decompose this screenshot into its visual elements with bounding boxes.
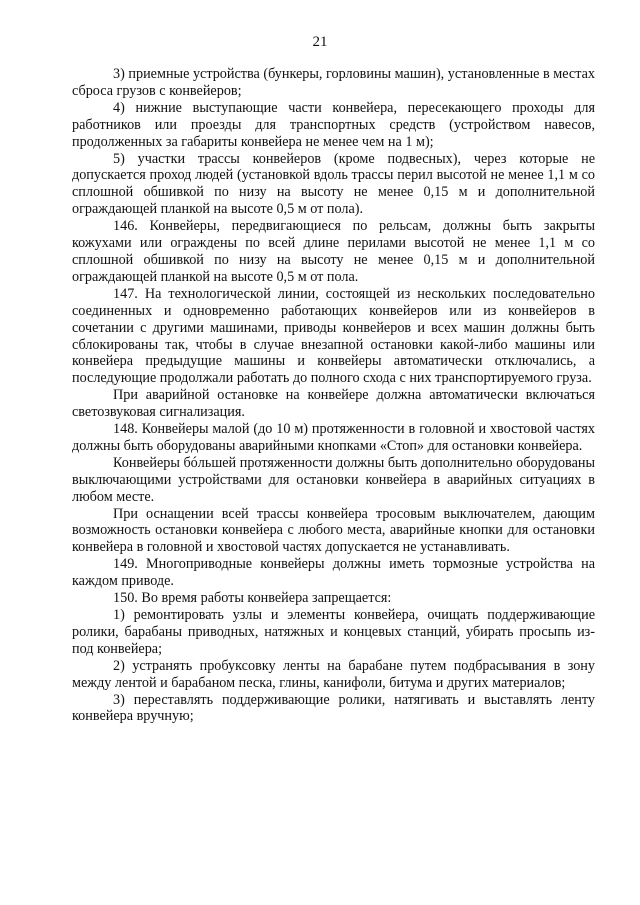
paragraph-148-long-conveyors: Конвейеры бóльшей протяженности должны быть дополнительно оборудованы выключающими устройствами для остановки конвейера в аварийных ситуациях в любом месте. [72,454,595,505]
paragraph-item-3: 3) приемные устройства (бункеры, горловины машин), установленные в местах сброса грузов с конвейеров; [72,66,595,99]
document-body [72,66,595,725]
paragraph-150-item-2: 2) устранять пробуксовку ленты на барабане путем подбрасывания в зону между лентой и барабаном песка, глины, канифоли, битума и других материалов; [72,657,595,691]
paragraph-149: 149. Многоприводные конвейеры должны иметь тормозные устройства на каждом приводе. [72,556,595,590]
paragraph-150: 150. Во время работы конвейера запрещается: [113,590,392,607]
paragraph-147: 147. На технологической линии, состоящей из нескольких последовательно соединенных и одновременно работающих конвейеров или из конвейеров в сочетании с другими машинами, приводы конвейеров и всех машин должны быть сблокированы так, чтобы в случае внезапной остановки какой-либо машины или конвейера предыдущие машины и конвейеры автоматически отключались, а последующие продолжали работать до полного схода с них транспортируемого груза. [72,285,595,387]
paragraph-item-4: 4) нижние выступающие части конвейера, пересекающего проходы для работников или проезды для транспортных средств (устройством навесов, продолженных за габариты конвейера не менее чем на 1 м); [72,99,595,150]
paragraph-150-item-1: 1) ремонтировать узлы и элементы конвейера, очищать поддерживающие ролики, барабаны приводных, натяжных и концевых станций, убирать просыпь из-под конвейера; [72,607,595,657]
paragraph-148: 148. Конвейеры малой (до 10 м) протяженности в головной и хвостовой частях должны быть оборудованы аварийными кнопками «Стоп» для остановки конвейера. [72,421,595,454]
paragraph-150-item-3: 3) переставлять поддерживающие ролики, натягивать и выставлять ленту конвейера вручную; [72,691,595,725]
paragraph-item-5: 5) участки трассы конвейеров (кроме подвесных), через которые не допускается проход людей (установкой вдоль трассы перил высотой не менее 1,1 м со сплошной обшивкой по низу на высоту не менее 0,15 м и дополнительной ограждающей планкой на высоте 0,5 м от пола). [72,150,595,218]
paragraph-148-rope-switch: При оснащении всей трассы конвейера тросовым выключателем, дающим возможность остановки конвейера с любого места, аварийные кнопки для остановки конвейера в головной и хвостовой частях допускается не устанавливать. [72,505,595,556]
paragraph-147-alarm: При аварийной остановке на конвейере должна автоматически включаться светозвуковая сигнализация. [72,387,595,421]
paragraph-146: 146. Конвейеры, передвигающиеся по рельсам, должны быть закрыты кожухами или ограждены по всей длине перилами высотой не менее 1,1 м со сплошной обшивкой по низу на высоту не менее 0,15 м и дополнительной ограждающей планкой на высоте 0,5 м от пола. [72,218,595,285]
page-number: 21 [312,34,328,50]
